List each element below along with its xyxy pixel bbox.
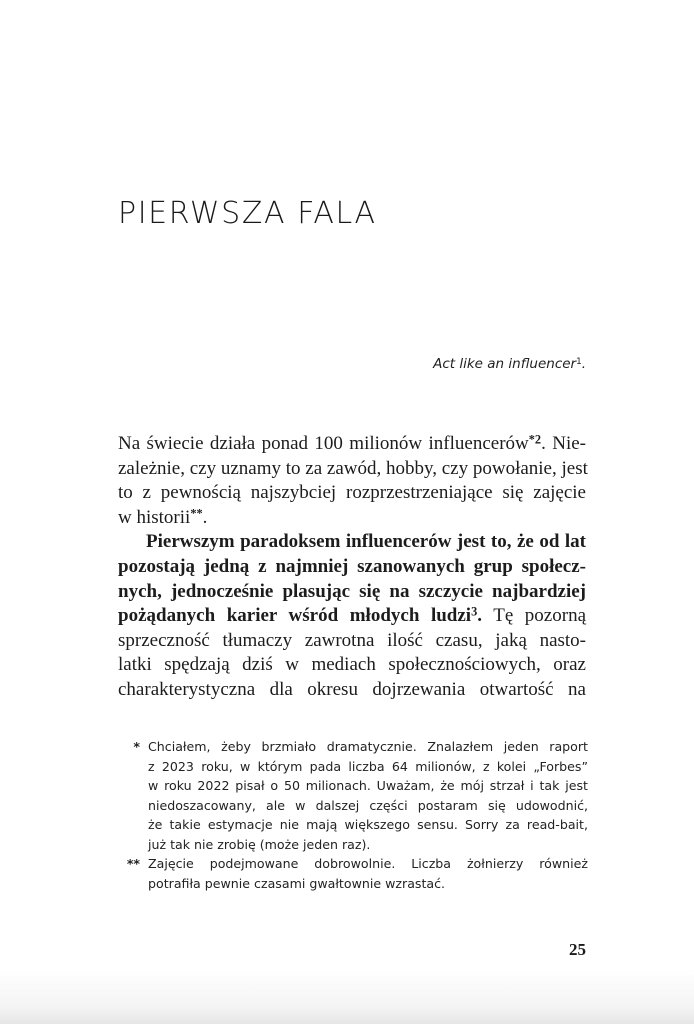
epigraph-punct: .	[581, 356, 586, 372]
text-line: zależnie, czy uznamy to za zawód, hobby, czy powołanie, jest	[118, 457, 588, 479]
paragraph-1	[118, 432, 586, 530]
text-line-bold: nych, jednocześnie plasując się na szczycie najbardziej	[118, 580, 586, 602]
footnote-line: już tak nie zrobię (może jeden raz).	[148, 836, 371, 852]
footnote-line: potrafiła pewnie czasami gwałtownie wzrastać.	[148, 875, 446, 891]
endnote-ref: 3	[471, 604, 478, 619]
footnote-line: Chciałem, żeby brzmiało dramatycznie. Znalazłem jeden raport	[148, 739, 588, 754]
text-line: to z pewnością najszybciej rozprzestrzeniające się zajęcie	[118, 482, 586, 504]
footnote-marker: **	[126, 856, 140, 871]
epigraph-text: Act like an influencer	[433, 356, 577, 372]
page-edge-shadow	[0, 969, 694, 1024]
endnote-ref: 1	[576, 357, 582, 368]
footnote-line: że takie estymacje nie mają większego sensu. Sorry za read-bait,	[148, 817, 588, 832]
paragraph-2	[118, 530, 586, 702]
text-line: charakterystyczna dla okresu dojrzewania otwartość na	[118, 678, 586, 700]
footnote-1	[118, 737, 588, 854]
footnotes	[118, 737, 588, 893]
text-line: sprzeczność tłumaczy zawrotna ilość czasu, jaką nasto-	[118, 629, 586, 651]
text-line-bold: Pierwszym paradoksem influencerów jest to, że od lat	[146, 531, 586, 553]
epigraph	[433, 352, 586, 376]
footnote-ref: **	[190, 506, 203, 521]
page-number: 25	[569, 940, 586, 959]
text-line-bold: pozostają jedną z najmniej szanowanych grup społecz-	[118, 555, 586, 577]
footnote-2	[118, 854, 588, 893]
text-line: latki spędzają dziś w mediach społecznościowych, oraz	[118, 654, 586, 676]
body-text	[118, 432, 586, 703]
chapter-title: PIERWSZA FALA	[118, 196, 377, 231]
text-line: w historii**.	[118, 506, 208, 528]
footnote-line: w roku 2022 pisał o 50 milionach. Uważam, że mój strzał i tak jest	[148, 778, 588, 793]
footnote-marker: *	[133, 739, 140, 754]
footnote-ref: *2	[528, 432, 542, 447]
footnote-line: z 2023 roku, w którym pada liczba 64 milionów, z kolei „Forbes”	[148, 758, 588, 774]
text-line: Na świecie działa ponad 100 milionów influencerów$^{*2}$. Nie-	[118, 432, 586, 454]
footnote-line: Zajęcie podejmowane dobrowolnie. Liczba żołnierzy również	[148, 856, 588, 871]
footnote-line: niedoszacowany, ale w dalszej części postaram się udowodnić,	[148, 797, 588, 813]
text-line: pożądanych karier wśród młodych ludzi$^3$. Tę pozorną	[118, 604, 586, 627]
